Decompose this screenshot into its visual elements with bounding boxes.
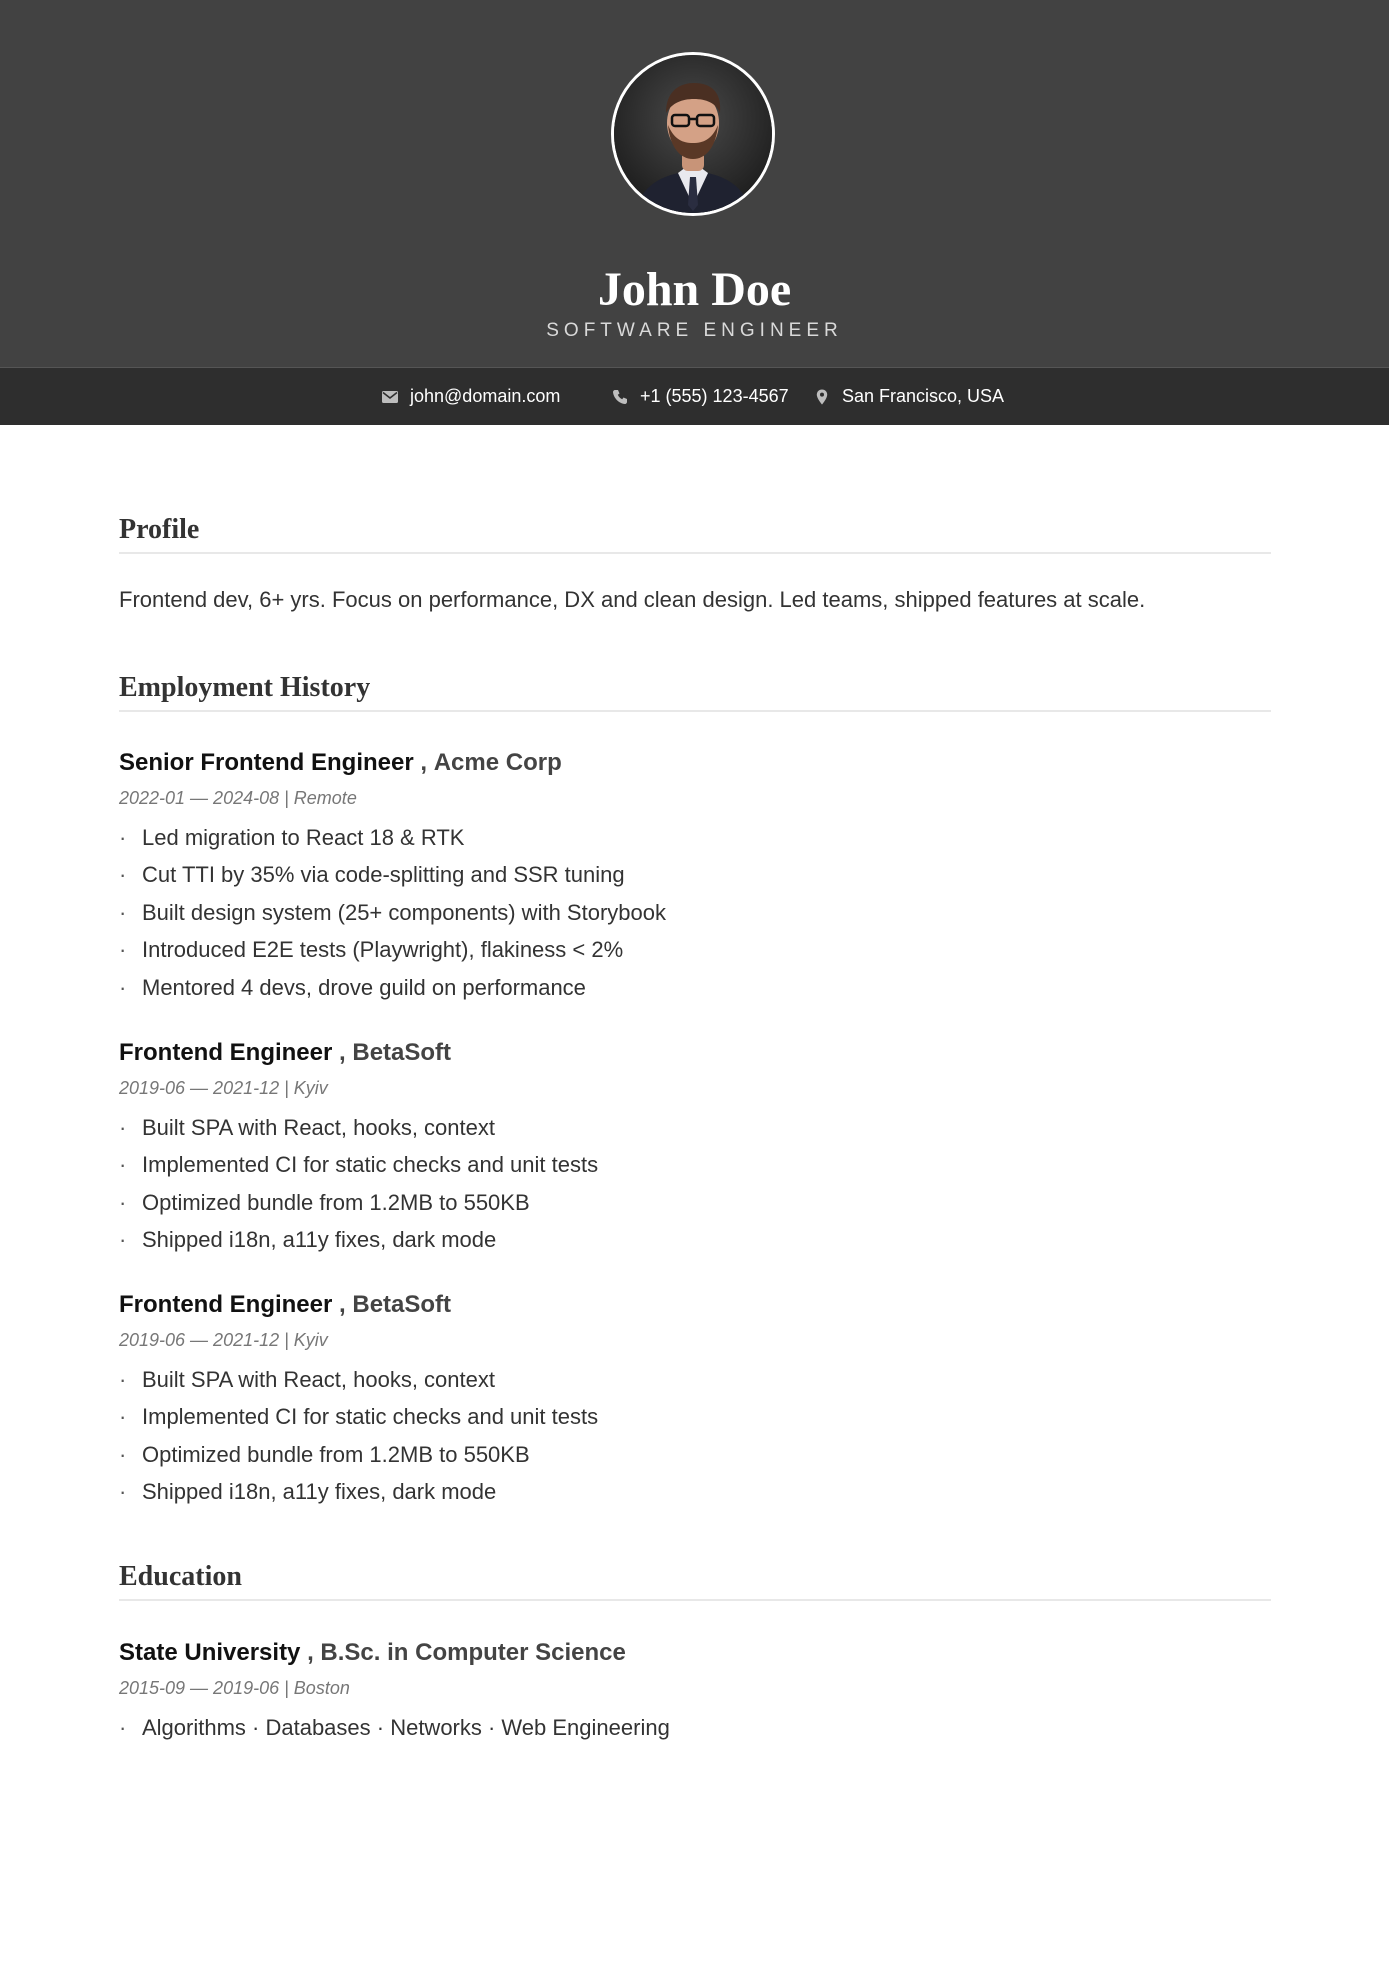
list-item: · Shipped i18n, a11y fixes, dark mode	[119, 1221, 598, 1258]
list-item: · Built SPA with React, hooks, context	[119, 1361, 598, 1398]
job-company: BetaSoft	[352, 1291, 452, 1318]
education-bullets	[119, 1709, 670, 1746]
education-school: State University	[119, 1639, 301, 1666]
job-title	[119, 1037, 451, 1069]
section-title-employment: Employment History	[119, 672, 371, 703]
job-meta: 2022-01 — 2024-08 | Remote	[119, 788, 357, 808]
education-degree: B.Sc. in Computer Science	[320, 1639, 626, 1666]
job-company: BetaSoft	[352, 1039, 452, 1066]
contact-phone-text: +1 (555) 123-4567	[640, 386, 789, 406]
education-meta: 2015-09 — 2019-06 | Boston	[119, 1678, 350, 1698]
envelope-icon	[381, 388, 399, 406]
job-bullets	[119, 1361, 598, 1511]
job-role: Frontend Engineer	[119, 1291, 333, 1318]
list-item: · Optimized bundle from 1.2MB to 550KB	[119, 1436, 598, 1473]
avatar	[611, 52, 775, 216]
section-divider	[119, 552, 1271, 554]
job-role: Senior Frontend Engineer	[119, 749, 414, 776]
education-title	[119, 1637, 626, 1669]
job-separator: ,	[339, 1039, 346, 1066]
profile-summary: Frontend dev, 6+ yrs. Focus on performance, DX and clean design. Led teams, shipped features at scale.	[119, 587, 1146, 612]
job-meta: 2019-06 — 2021-12 | Kyiv	[119, 1330, 328, 1350]
contact-phone[interactable]	[611, 368, 789, 425]
candidate-name: John Doe	[597, 263, 792, 316]
section-divider	[119, 1599, 1271, 1601]
list-item: · Mentored 4 devs, drove guild on performance	[119, 969, 666, 1006]
list-item: · Introduced E2E tests (Playwright), flakiness < 2%	[119, 931, 666, 968]
contact-email[interactable]	[381, 368, 560, 425]
contact-location	[813, 368, 1004, 425]
job-separator: ,	[420, 749, 428, 776]
map-pin-icon	[813, 388, 831, 406]
job-title	[119, 1289, 451, 1321]
list-item: · Built design system (25+ components) with Storybook	[119, 894, 666, 931]
list-item: · Built SPA with React, hooks, context	[119, 1109, 598, 1146]
phone-icon	[611, 388, 629, 406]
list-item: · Optimized bundle from 1.2MB to 550KB	[119, 1184, 598, 1221]
section-divider	[119, 710, 1271, 712]
job-bullets	[119, 1109, 598, 1259]
list-item: · Implemented CI for static checks and unit tests	[119, 1398, 598, 1435]
section-title-education: Education	[119, 1561, 242, 1592]
candidate-role: SOFTWARE ENGINEER	[546, 320, 843, 341]
job-bullets	[119, 819, 666, 1006]
person-photo	[614, 55, 772, 213]
job-meta: 2019-06 — 2021-12 | Kyiv	[119, 1078, 328, 1098]
contact-location-text: San Francisco, USA	[842, 386, 1005, 406]
list-item: · Cut TTI by 35% via code-splitting and SSR tuning	[119, 856, 666, 893]
resume-header	[0, 0, 1389, 367]
job-title	[119, 747, 562, 779]
list-item: · Algorithms · Databases · Networks · Web Engineering	[119, 1709, 670, 1746]
job-role: Frontend Engineer	[119, 1039, 333, 1066]
list-item: · Implemented CI for static checks and unit tests	[119, 1146, 598, 1183]
education-separator: ,	[307, 1639, 314, 1666]
job-separator: ,	[339, 1291, 346, 1318]
contact-bar	[0, 367, 1389, 425]
job-company: Acme Corp	[433, 749, 562, 776]
contact-email-text: john@domain.com	[410, 386, 561, 406]
section-title-profile: Profile	[119, 514, 200, 545]
list-item: · Led migration to React 18 & RTK	[119, 819, 666, 856]
list-item: · Shipped i18n, a11y fixes, dark mode	[119, 1473, 598, 1510]
